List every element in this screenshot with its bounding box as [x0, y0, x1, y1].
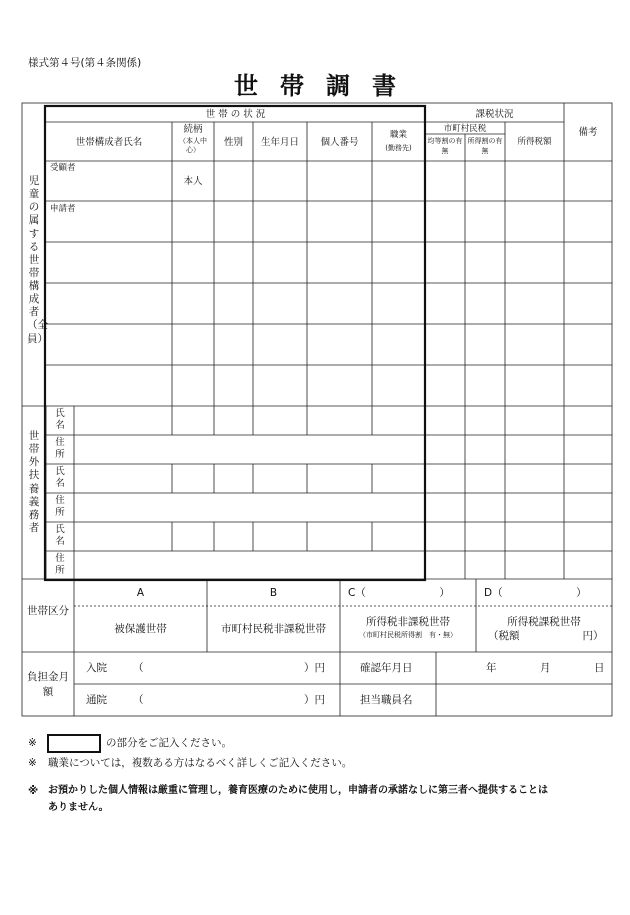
day-label: 日 — [594, 662, 605, 674]
category-label: 世帯区分 — [27, 605, 69, 617]
supporter3-name-label: 氏名 — [55, 524, 65, 547]
relation-note: （本人中心） — [179, 137, 207, 155]
birthdate-header: 生年月日 — [260, 137, 299, 148]
member-name-header: 世帯構成者氏名 — [75, 137, 143, 148]
note2-mark: ※ — [28, 757, 37, 769]
inpatient-label: 入院 — [86, 662, 107, 674]
form-number: 様式第４号(第４条関係) — [28, 57, 142, 69]
supporter2-address-label: 住所 — [55, 495, 65, 518]
applicant-label: 申請者 — [50, 204, 76, 214]
outpatient-open: （ — [133, 694, 144, 706]
household-status-header: 世 帯 の 状 況 — [205, 109, 266, 120]
note2-text: 職業については，複数ある方はなるべく詳しくご記入ください。 — [48, 757, 353, 769]
supporter1-name-label: 氏名 — [55, 408, 65, 431]
inpatient-open: （ — [133, 662, 144, 674]
supporter2-name-label: 氏名 — [55, 466, 65, 489]
note1-text: の部分をご記入ください。 — [106, 737, 232, 749]
category-d-head: D（ ） — [484, 587, 587, 599]
equal-tax-header: 均等割の有無 — [427, 137, 463, 155]
category-c-head: C（ ） — [348, 587, 450, 599]
recipient-relation: 本人 — [183, 176, 203, 187]
inpatient-yen: ）円 — [304, 662, 325, 674]
relation-header: 続柄 — [183, 124, 203, 135]
remarks-header: 備考 — [578, 127, 598, 138]
supporters-side-label: 世帯外扶養義務者 — [28, 430, 40, 534]
note1-mark: ※ — [28, 737, 37, 749]
category-d-note: （税額 円） — [488, 630, 604, 642]
occupation-note: (勤務先) — [385, 144, 412, 152]
outpatient-label: 通院 — [86, 694, 107, 706]
outpatient-yen: ）円 — [304, 694, 325, 706]
category-c-note: （市町村民税所得割 有・無） — [359, 631, 457, 639]
category-a-head: A — [136, 587, 145, 599]
recipient-label: 受顧者 — [50, 163, 76, 173]
income-split-header: 所得割の有無 — [467, 137, 503, 155]
category-b-body: 市町村民税非課税世帯 — [221, 623, 326, 635]
burden-label: 負担金月額 — [27, 671, 69, 698]
note3-text-line1: お預かりした個人情報は厳重に管理し，養育医療のために使用し，申請者の承諾なしに第三者へ提供することは — [48, 785, 548, 796]
occupation-header: 職業 — [389, 130, 407, 140]
category-a-body: 被保護世帯 — [114, 623, 167, 635]
category-b-head: B — [269, 587, 278, 599]
members-side-label: 児童の属する世帯構成者（全員） — [27, 175, 48, 345]
municipal-tax-header: 市町村民税 — [443, 124, 487, 134]
mynumber-header: 個人番号 — [320, 137, 359, 148]
confirm-date-label: 確認年月日 — [360, 662, 413, 674]
gender-header: 性別 — [223, 137, 243, 148]
tax-status-header: 課税状況 — [475, 109, 514, 120]
month-label: 月 — [540, 662, 551, 674]
category-d-body: 所得税課税世帯 — [507, 616, 581, 628]
income-tax-amount-header: 所得税額 — [517, 137, 552, 147]
category-c-body: 所得税非課税世帯 — [366, 616, 450, 628]
staff-label: 担当職員名 — [360, 694, 413, 706]
year-label: 年 — [486, 662, 497, 674]
supporter1-address-label: 住所 — [55, 437, 65, 460]
note3-text-line2: ありません。 — [48, 802, 109, 813]
supporter3-address-label: 住所 — [55, 553, 65, 576]
page-title: 世帯調書 — [234, 71, 418, 100]
note3-mark: ※ — [28, 785, 39, 797]
